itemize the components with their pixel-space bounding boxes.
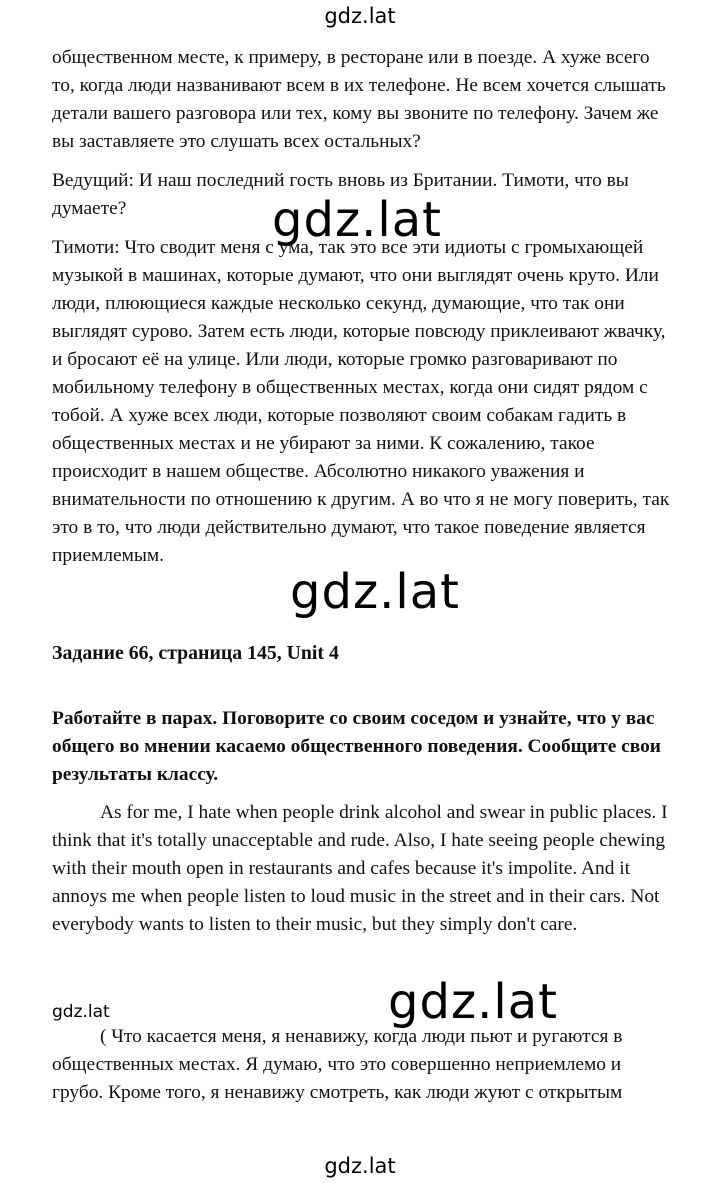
watermark-mid-1: gdz.lat xyxy=(272,192,442,248)
watermark-mid-3: gdz.lat xyxy=(388,974,558,1030)
watermark-mid-2: gdz.lat xyxy=(290,564,460,620)
answer-russian xyxy=(52,1023,672,1107)
paragraph-1: общественном месте, к примеру, в ресторане или в поезде. А хуже всего то, когда люди названивают всем в их телефоне. Не всем хочется слышать детали вашего разговора или тех, кому вы звоните по телефону. Зачем же вы заставляете это слушать всех остальных? xyxy=(52,47,666,152)
watermark-small: gdz.lat xyxy=(52,1002,110,1022)
answer-english: As for me, I hate when people drink alcohol and swear in public places. I think that it's totally unacceptable and rude. Also, I hate seeing people chewing with their mouth open in restaurants and cafes because it's impolite. And it annoys me when people listen to loud music in the street and in their cars. Not everybody wants to listen to their music, but they simply don't care. xyxy=(52,802,668,935)
answer-russian-text: ( Что касается меня, я ненавижу, когда люди пьют и ругаются в общественных местах. Я думаю, что это совершенно неприемлемо и грубо. Кроме того, я ненавижу смотреть, как люди жуют с открытым xyxy=(52,1026,623,1103)
watermark-bottom: gdz.lat xyxy=(324,1154,396,1178)
task-text: Работайте в парах. Поговорите со своим соседом и узнайте, что у вас общего во мнении касаемо общественного поведения. Сообщите свои результаты классу. xyxy=(52,708,661,785)
paragraph-timothy: Тимоти: Что сводит меня с ума, так это все эти идиоты с громыхающей музыкой в машинах, которые думают, что они выглядят очень круто. Или люди, плюющиеся каждые несколько секунд, думающие, что так они выглядят сурово. Затем есть люди, которые повсюду приклеивают жвачку, и бросают её на улице. Или люди, которые громко разговаривают по мобильному телефону в общественных местах, когда они сидят рядом с тобой. А хуже всех люди, которые позволяют своим собакам гадить в общественных местах и не убирают за ними. К сожалению, такое происходит в нашем обществе. Абсолютно никакого уважения и внимательности по отношению к другим. А во что я не могу поверить, так это в то, что люди действительно думают, что такое поведение является приемлемым. xyxy=(52,237,670,566)
paragraph-host: Ведущий: И наш последний гость вновь из Британии. Тимоти, что вы думаете? xyxy=(52,170,629,219)
document-body xyxy=(52,44,672,950)
watermark-top: gdz.lat xyxy=(324,4,396,28)
task-heading: Задание 66, страница 145, Unit 4 xyxy=(52,642,339,664)
